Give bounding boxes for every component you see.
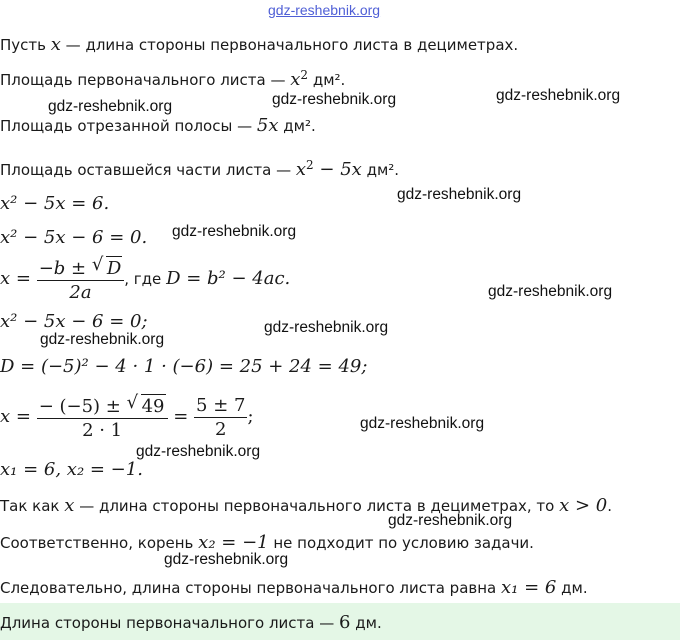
math-expr: 5x <box>256 115 279 136</box>
math-lhs: x = <box>0 268 37 289</box>
equation-4: x² − 5x − 6 = 0; <box>0 311 148 332</box>
watermark: gdz-reshebnik.org <box>172 223 297 240</box>
radicand: D <box>106 258 122 279</box>
watermark: gdz-reshebnik.org <box>488 283 613 300</box>
math-exponent: 2 <box>306 158 314 172</box>
roots-calc-line <box>0 394 254 441</box>
roots-result: x₁ = 6, x₂ = −1. <box>0 459 143 480</box>
fraction-numerator <box>37 256 125 281</box>
watermark: gdz-reshebnik.org <box>397 186 522 203</box>
area-original-line <box>0 68 345 90</box>
math-var: x <box>50 34 61 55</box>
semicolon: ; <box>247 406 254 427</box>
radicand: 49 <box>141 396 165 417</box>
text: Соответственно, корень <box>0 534 199 552</box>
text: Следовательно, длина стороны первоначального листа равна <box>0 579 502 597</box>
constraint-line <box>0 495 612 516</box>
math-var: x <box>295 159 307 180</box>
sqrt <box>92 256 122 279</box>
watermark: gdz-reshebnik.org <box>48 98 173 115</box>
watermark: gdz-reshebnik.org <box>272 91 397 108</box>
text: Длина стороны первоначального листа — <box>0 614 340 632</box>
equation-1: x² − 5x = 6. <box>0 193 110 214</box>
area-remaining-line <box>0 158 399 180</box>
text: дм². <box>361 161 400 179</box>
fraction <box>37 256 125 303</box>
text: Площадь отрезанной полосы — <box>0 117 257 135</box>
watermark: gdz-reshebnik.org <box>388 512 513 529</box>
math-inequality: x > 0 <box>559 495 608 516</box>
answer-value: 6 <box>339 612 351 633</box>
discriminant-calc: D = (−5)² − 4 · 1 · (−6) = 25 + 24 = 49; <box>0 356 368 377</box>
watermark: gdz-reshebnik.org <box>164 551 289 568</box>
text: дм. <box>350 614 382 632</box>
equation-2: x² − 5x − 6 = 0. <box>0 227 148 248</box>
math-expr: − 5x <box>313 159 362 180</box>
reject-root-line <box>0 532 534 553</box>
sqrt <box>127 394 166 417</box>
area-strip-line <box>0 115 316 136</box>
fraction <box>194 395 247 440</box>
math-root: x₂ = −1 <box>198 532 269 553</box>
quadratic-formula-line <box>0 256 290 303</box>
fraction-numerator <box>37 394 168 419</box>
text: — длина стороны первоначального листа в дециметрах, то <box>74 497 560 515</box>
answer-line <box>0 612 382 633</box>
fraction-denominator: 2 · 1 <box>82 420 123 441</box>
text: Пусть <box>0 36 51 54</box>
fraction-denominator: 2 <box>215 419 227 440</box>
text: Площадь первоначального листа — <box>0 71 291 89</box>
text: Площадь оставшейся части листа — <box>0 161 296 179</box>
watermark: gdz-reshebnik.org <box>40 331 165 348</box>
math-var: x <box>64 495 75 516</box>
math-lhs: x = <box>0 406 37 427</box>
text: , где <box>124 270 167 288</box>
fraction <box>37 394 168 441</box>
watermark: gdz-reshebnik.org <box>496 87 621 104</box>
text: дм. <box>556 579 588 597</box>
math-root: x₁ = 6 <box>501 577 557 598</box>
conclusion-line <box>0 577 588 598</box>
text: — длина стороны первоначального листа в дециметрах. <box>60 36 519 54</box>
math-exponent: 2 <box>300 68 309 82</box>
text: дм². <box>278 117 316 135</box>
intro-line <box>0 34 518 55</box>
fraction-denominator: 2a <box>69 282 92 303</box>
numerator-text: −b ± <box>38 258 92 279</box>
text: дм². <box>308 71 346 89</box>
equals-sign: = <box>167 406 195 427</box>
numerator-text: − (−5) ± <box>38 396 127 417</box>
watermark: gdz-reshebnik.org <box>136 443 261 460</box>
math-discriminant-formula: D = b² − 4ac. <box>166 268 291 289</box>
text: . <box>607 497 613 515</box>
text: не подходит по условию задачи. <box>268 534 534 552</box>
watermark: gdz-reshebnik.org <box>264 319 389 336</box>
math-var: x <box>290 69 301 90</box>
text: Так как <box>0 497 65 515</box>
watermark-top: gdz-reshebnik.org <box>268 2 381 18</box>
watermark: gdz-reshebnik.org <box>360 415 485 432</box>
fraction-numerator: 5 ± 7 <box>196 395 246 416</box>
